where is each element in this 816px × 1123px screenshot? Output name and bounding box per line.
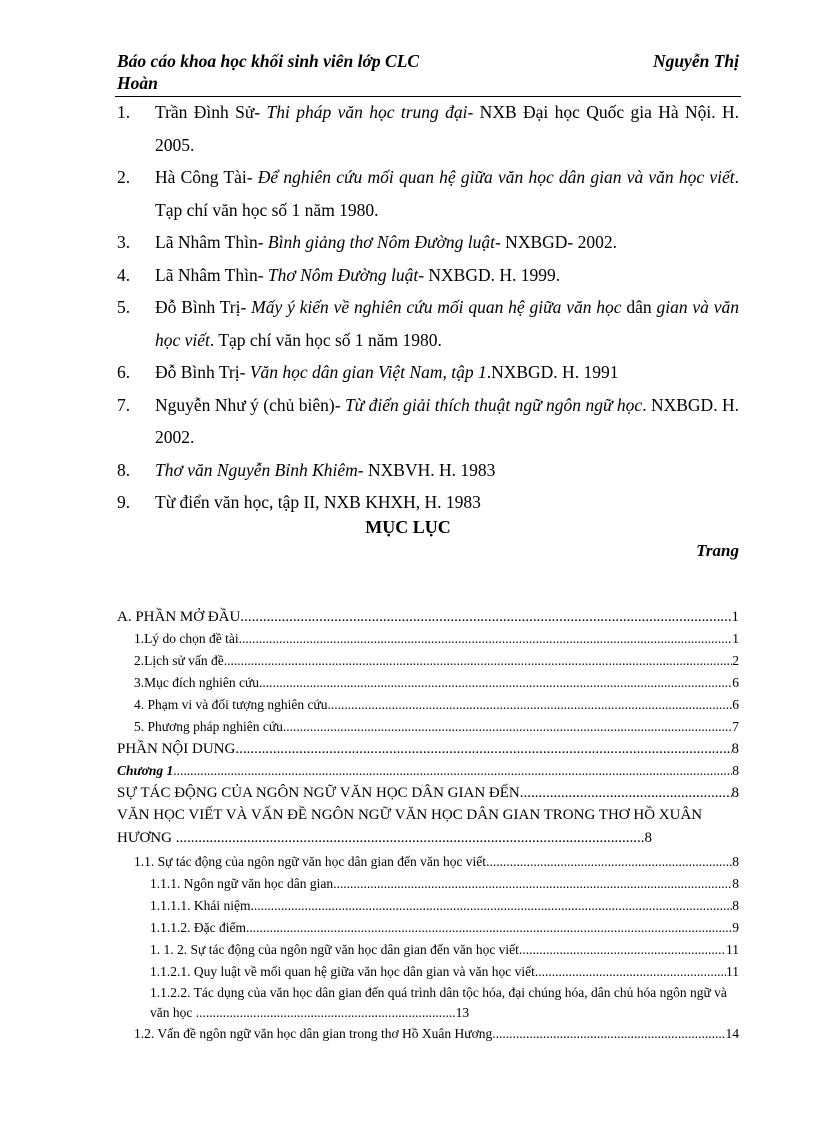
reference-item: [117, 226, 739, 259]
toc-leader: [259, 672, 732, 694]
toc-leader: [328, 694, 733, 716]
reference-item: [117, 259, 739, 292]
toc-entry[interactable]: [117, 873, 739, 895]
reference-title: Thi pháp văn học trung đại: [266, 102, 468, 122]
reference-title: Từ điển giải thích thuật ngữ ngôn ngữ học: [344, 394, 643, 415]
toc-entry-page: 9: [732, 920, 739, 935]
reference-title: Thơ văn Nguyễn Bỉnh Khiêm: [155, 459, 358, 480]
toc-entry-text: 1. 1. 2. Sự tác động của ngôn ngữ văn học dân gian đến văn học viết: [150, 942, 519, 957]
toc-leader: [224, 650, 732, 672]
toc-entry-page: 11: [726, 964, 739, 979]
toc-entry-text: 3.Mục đích nghiên cứu: [134, 675, 260, 690]
toc-entry-page: 14: [725, 1026, 739, 1041]
toc-entry-page: 11: [726, 942, 739, 957]
reference-title: Bình giảng thơ Nôm Đường luật: [267, 232, 495, 252]
toc-leader: [283, 716, 732, 738]
toc-entry-page: 2: [732, 653, 739, 668]
reference-publisher: .NXBGD. H. 1991: [486, 362, 619, 382]
toc-entry-text: 1.1.1.2. Đặc điểm: [150, 920, 246, 935]
reference-author: Lã Nhâm Thìn-: [155, 264, 268, 285]
toc-entry-page: 8: [644, 829, 652, 846]
toc-entry-page: 8: [731, 741, 739, 757]
toc-leader: [486, 851, 732, 873]
reference-publisher: . Tạp chí văn học số 1 năm 1980.: [155, 167, 739, 220]
toc-page-label: Trang: [696, 541, 739, 560]
reference-title: Thơ Nôm Đường luật: [267, 264, 419, 285]
reference-title: Văn học dân gian Việt Nam, tập 1: [249, 362, 487, 382]
reference-title: Mấy ý kiến về nghiên cứu mối quan hệ giữa văn học: [251, 297, 622, 317]
reference-title: Để nghiên cứu mối quan hệ giữa văn học dân gian và văn học viết: [257, 167, 735, 187]
toc-entry[interactable]: [117, 628, 739, 650]
reference-author: Từ điển văn học, tập II, NXB KHXH, H. 1983: [155, 492, 481, 512]
toc-leader: [240, 606, 731, 628]
toc-entry-text: Chương 1: [117, 763, 174, 778]
toc-entry-text: 1.1.1.1. Khái niệm: [150, 898, 251, 913]
toc-entry-page: 8: [732, 854, 739, 869]
toc-leader: [520, 782, 732, 804]
toc-entry-text: 1.2. Vấn đề ngôn ngữ văn học dân gian trong thơ Hồ Xuân Hương: [134, 1026, 493, 1041]
reference-publisher: - NXBGD- 2002.: [494, 232, 617, 252]
reference-number: 7.: [117, 394, 131, 415]
reference-item: [117, 486, 739, 519]
toc-entry-text: SỰ TÁC ĐỘNG CỦA NGÔN NGỮ VĂN HỌC DÂN GIAN ĐẾN: [117, 785, 520, 801]
reference-author: Đỗ Bình Trị-: [155, 362, 250, 382]
reference-number: 2.: [117, 167, 131, 187]
toc-leader: [173, 760, 732, 782]
toc-entry[interactable]: [117, 650, 739, 672]
toc-leader: [535, 961, 726, 983]
table-of-contents: [117, 606, 739, 1045]
toc-entry-page: 13: [455, 1005, 470, 1020]
reference-number: 1.: [117, 102, 131, 122]
toc-entry[interactable]: [117, 895, 739, 917]
toc-entry-text: 2.Lịch sử vấn đề: [134, 653, 224, 668]
toc-entry[interactable]: [117, 760, 739, 782]
toc-title: MỤC LỤC: [365, 517, 451, 537]
toc-entry-page: 6: [732, 675, 739, 690]
reference-item: [117, 356, 739, 389]
page-header: [117, 50, 739, 96]
reference-publisher: - NXBGD. H. 1999.: [418, 264, 561, 285]
reference-item: [117, 96, 739, 161]
toc-entry-text: 1.1.2.2. Tác dụng của văn học dân gian đến quá trình dân tộc hóa, đại chúng hóa, dân chủ hóa ngôn ngữ và văn học: [150, 985, 727, 1020]
toc-entry[interactable]: [117, 961, 739, 983]
toc-entry-page: 7: [732, 719, 739, 734]
toc-leader: [333, 873, 732, 895]
reference-item: [117, 291, 739, 356]
toc-entry-page: 1: [732, 631, 739, 646]
toc-entry-text: 1.1.1. Ngôn ngữ văn học dân gian: [150, 876, 334, 891]
reference-author: Trần Đình Sử-: [155, 102, 267, 122]
reference-publisher: - NXB Đại học Quốc gia Hà Nội. H. 2005.: [155, 102, 739, 155]
reference-item: [117, 161, 739, 226]
toc-entry-text: 1.1. Sự tác động của ngôn ngữ văn học dân gian đến văn học viết: [134, 854, 487, 869]
toc-entry-text: 1.Lý do chọn đề tài: [134, 631, 239, 646]
toc-entry-page: 6: [732, 697, 739, 712]
header-left: Báo cáo khoa học khối sinh viên lớp CLC: [117, 51, 420, 71]
header-author-continued: Hoàn: [117, 73, 158, 93]
reference-author: Nguyễn Như ý (chủ biên)-: [155, 394, 345, 415]
reference-number: 5.: [117, 297, 131, 317]
toc-entry[interactable]: [117, 917, 739, 939]
toc-entry[interactable]: [117, 716, 739, 738]
toc-entry[interactable]: [117, 782, 739, 804]
reference-title-continued: gian và văn học viết: [155, 297, 739, 350]
toc-leader: [519, 939, 726, 961]
toc-entry-text: PHẦN NỘI DUNG: [117, 741, 236, 757]
toc-entry[interactable]: [117, 738, 739, 760]
reference-item: [117, 389, 739, 454]
toc-entry-page: 8: [732, 898, 739, 913]
toc-leader: [235, 738, 731, 760]
reference-item: [117, 454, 739, 487]
reference-number: 4.: [117, 264, 131, 285]
toc-entry-page: 8: [732, 763, 739, 778]
reference-list: [117, 96, 739, 519]
header-author: Nguyễn Thị: [652, 51, 739, 71]
reference-publisher: . Tạp chí văn học số 1 năm 1980.: [209, 329, 442, 350]
toc-entry[interactable]: [117, 694, 739, 716]
reference-title-connector: dân: [621, 297, 657, 317]
toc-entry[interactable]: VĂN HỌC VIẾT VÀ VẤN ĐỀ NGÔN NGỮ VĂN HỌC DÂN GIAN TRONG THƠ HỒ XUÂN HƯƠNG .............................................................................................................................8: [117, 807, 703, 846]
reference-author: Đỗ Bình Trị-: [155, 297, 252, 317]
toc-entry[interactable]: 1.1.2.2. Tác dụng của văn học dân gian đến quá trình dân tộc hóa, đại chúng hóa, dân chủ hóa ngôn ngữ và văn học .............................................................................13: [150, 985, 727, 1020]
toc-entry[interactable]: [117, 1023, 739, 1045]
toc-leader: [492, 1023, 725, 1045]
toc-entry[interactable]: [117, 851, 739, 873]
toc-leader: [246, 917, 732, 939]
reference-publisher: . NXBGD. H. 2002.: [155, 394, 739, 447]
toc-entry-page: 8: [731, 785, 739, 801]
toc-entry-page: 1: [731, 609, 739, 625]
reference-number: 6.: [117, 362, 131, 382]
reference-author: Lã Nhâm Thìn-: [155, 232, 268, 252]
reference-number: 3.: [117, 232, 131, 252]
toc-entry[interactable]: [117, 939, 739, 961]
reference-number: 8.: [117, 459, 131, 480]
toc-entry-page: 8: [732, 876, 739, 891]
toc-entry-text: 1.1.2.1. Quy luật về mối quan hệ giữa văn học dân gian và văn học viết: [150, 964, 535, 979]
reference-author: Hà Công Tài-: [155, 167, 258, 187]
reference-number: 9.: [117, 492, 131, 512]
toc-entry[interactable]: [117, 672, 739, 694]
toc-entry-text: 4. Phạm vi và đối tượng nghiên cứu: [134, 697, 328, 712]
toc-entry-text: A. PHẦN MỞ ĐẦU: [117, 609, 241, 625]
toc-leader: [239, 628, 733, 650]
toc-entry-text: 5. Phương pháp nghiên cứu: [134, 719, 283, 734]
toc-entry[interactable]: [117, 606, 739, 628]
reference-publisher: - NXBVH. H. 1983: [357, 459, 496, 480]
toc-entry-text: VĂN HỌC VIẾT VÀ VẤN ĐỀ NGÔN NGỮ VĂN HỌC DÂN GIAN TRONG THƠ HỒ XUÂN HƯƠNG: [117, 807, 703, 846]
toc-leader: [251, 895, 733, 917]
